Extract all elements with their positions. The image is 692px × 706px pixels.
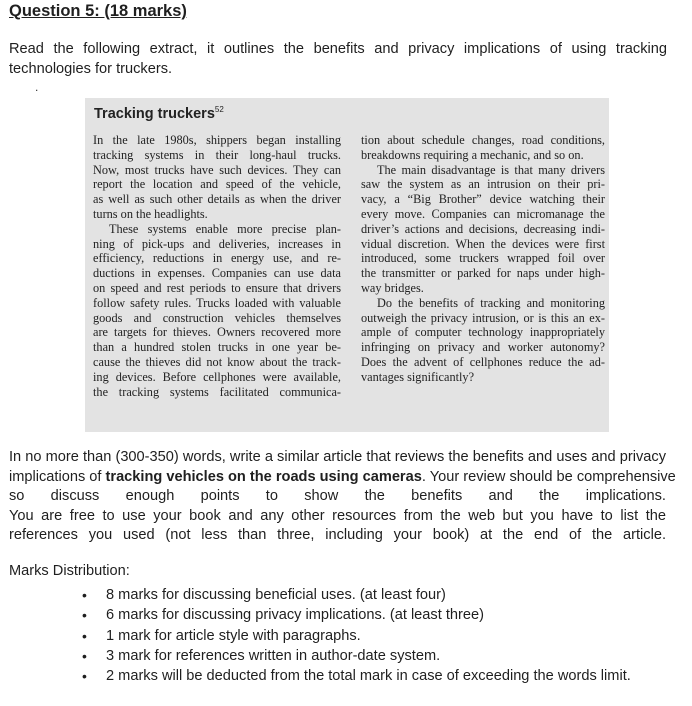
bullet-icon: • (82, 668, 87, 685)
extract-line: ning of pick-ups and deliveries, increases in (93, 236, 341, 251)
extract-title-text: Tracking truckers (94, 106, 215, 122)
task-text: . Your review should be comprehensive (421, 468, 676, 485)
extract-line: as well as such other details as when the driver (93, 192, 341, 207)
extract-line: report the location and speed of the vehicle, (93, 177, 341, 192)
marks-item-text: 3 mark for references written in author-date system. (106, 647, 441, 664)
extract-line: In the late 1980s, shippers began installing (93, 133, 341, 147)
marks-heading: Marks Distribution: (9, 563, 130, 579)
extract-line: tracking systems in their long-haul trucks. (93, 147, 341, 162)
marks-item (80, 585, 631, 605)
task-text: implications of (9, 468, 106, 485)
stray-mark: . (35, 80, 39, 94)
extract-line: ductions in expenses. Companies can use data (93, 266, 341, 281)
task-emphasis: tracking vehicles on the roads using cameras (105, 468, 422, 485)
bullet-icon: • (82, 587, 87, 603)
extract-line: vantages significantly? (361, 369, 475, 384)
bullet-icon: • (82, 627, 87, 644)
marks-item (80, 605, 631, 625)
extract-line: saw the system as an intrusion on their pri- (361, 177, 605, 192)
extract-line: the tracking systems facilitated communica- (93, 384, 341, 399)
task-line: You are free to use your book and any other resources from the web but you have to list the (9, 507, 666, 524)
bullet-icon: • (82, 647, 87, 664)
intro-paragraph: Read the following extract, it outlines the benefits and privacy implications of using tracking technologies for truckers. (9, 41, 667, 77)
extract-line: are targets for thieves. Owners recovered more (93, 325, 341, 340)
question-title: Question 5: (18 marks) (9, 2, 187, 20)
task-paragraph (9, 448, 676, 546)
extract-line: Do the benefits of tracking and monitoring (377, 295, 605, 310)
task-line (9, 468, 676, 488)
extract-line: outweigh the privacy intrusion, or is this an ex- (361, 310, 605, 325)
bullet-icon: • (82, 607, 87, 624)
extract-box (85, 98, 609, 432)
task-line: so discuss enough points to show the benefits and the implications. (9, 488, 666, 505)
marks-list (80, 585, 631, 686)
extract-line: driver’s actions and decisions, decreasing indi- (361, 221, 605, 236)
extract-line: Does the advent of cellphones reduce the ad- (361, 354, 605, 369)
marks-item (80, 646, 631, 666)
extract-line: turns on the headlights. (93, 206, 208, 221)
extract-line: way bridges. (361, 280, 424, 295)
extract-line: follow safety rules. Trucks loaded with valuable (93, 295, 341, 310)
extract-title (94, 106, 224, 122)
marks-item-text: 8 marks for discussing beneficial uses. (at least four) (106, 587, 446, 603)
extract-line: tion about schedule changes, road conditions, (361, 133, 605, 147)
extract-line: goods and construction vehicles themselves (93, 310, 341, 325)
extract-line: The main disadvantage is that many drivers (377, 162, 605, 177)
marks-item (80, 666, 631, 686)
extract-line: the transmitter or parked for naps under high- (361, 266, 605, 281)
extract-line: ing devices. Before cellphones were available, (93, 369, 341, 384)
extract-right-column (361, 133, 605, 385)
extract-line: ample of computer technology inappropriately (361, 325, 605, 340)
extract-line: every move. Companies can micromanage the (361, 206, 605, 221)
extract-line: cause the thieves did not know about the track- (93, 354, 341, 369)
marks-item (80, 626, 631, 646)
extract-line: than a hundred stolen trucks in one year be- (93, 340, 341, 355)
extract-line: vidual discretion. When the devices were first (361, 236, 605, 251)
extract-left-column (93, 133, 341, 399)
marks-item-text: 1 mark for article style with paragraphs. (106, 627, 361, 644)
task-line: references you used (not less than three, including your book) at the end of the article. (9, 527, 666, 544)
extract-line: vacy, a “Big Brother” device watching their (361, 192, 605, 207)
extract-line: Now, most trucks have such devices. They can (93, 162, 341, 177)
footnote-marker: 52 (214, 105, 224, 114)
extract-line: breakdowns requiring a mechanic, and so on. (361, 147, 584, 162)
marks-item-text: 6 marks for discussing privacy implications. (at least three) (106, 607, 484, 624)
task-line: In no more than (300-350) words, write a similar article that reviews the benefits and uses and privacy (9, 449, 666, 465)
extract-line: efficiency, reductions in energy use, and re- (93, 251, 341, 266)
extract-line: introduced, some truckers wrapped foil over (361, 251, 605, 266)
marks-item-text: 2 marks will be deducted from the total mark in case of exceeding the words limit. (106, 668, 631, 685)
extract-line: on speed and rest periods to ensure that drivers (93, 280, 341, 295)
extract-line: infringing on privacy and worker autonomy? (361, 340, 605, 355)
extract-line: These systems enable more precise plan- (109, 221, 341, 236)
